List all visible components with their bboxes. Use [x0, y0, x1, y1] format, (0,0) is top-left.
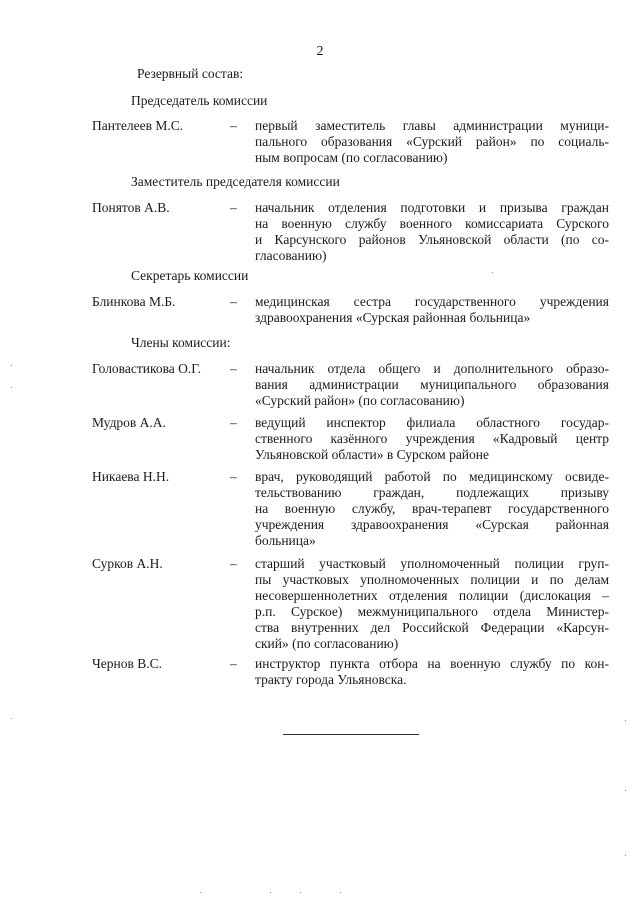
person-name: Сурков А.Н. [92, 556, 163, 571]
scan-speck [11, 365, 12, 366]
section-heading-deputy: Заместитель председателя комиссии [131, 174, 340, 189]
position-line: первый заместитель главы администрации муници- [255, 118, 609, 133]
entry-dash: – [230, 469, 237, 484]
scan-speck [492, 272, 493, 273]
position-line: тельствованию граждан, подлежащих призыву [255, 485, 609, 500]
position-line: Ульяновской области» в Сурском районе [255, 447, 490, 462]
person-position [255, 294, 609, 326]
person-name: Мудров А.А. [92, 415, 166, 430]
end-divider-line [283, 734, 419, 735]
position-line: пы участковых уполномоченных полиции и по делам [255, 572, 609, 587]
scan-speck [200, 892, 201, 893]
position-line: ным вопросам (по согласованию) [255, 150, 448, 165]
reserve-title: Резервный состав: [137, 66, 244, 81]
person-position [255, 415, 609, 463]
scan-speck [300, 892, 301, 893]
position-line: гласованию) [255, 248, 327, 263]
position-line: инструктор пункта отбора на военную службу по кон- [255, 656, 609, 671]
person-position [255, 556, 609, 652]
position-line: ства внутренних дел Российской Федерации «Карсун- [255, 620, 609, 635]
entry-dash: – [230, 415, 237, 430]
person-position [255, 361, 609, 409]
person-position [255, 200, 609, 264]
position-line: старший участковый уполномоченный полиции груп- [255, 556, 609, 571]
position-line: «Сурский район» (по согласованию) [255, 393, 465, 408]
position-line: несовершеннолетних отделения полиции (дислокация – [255, 588, 609, 603]
scan-speck [11, 718, 12, 719]
scan-speck [625, 720, 626, 721]
position-line: на военную службу, врач-терапевт государственного [255, 501, 609, 516]
entry-dash: – [230, 361, 237, 376]
scan-speck [340, 892, 341, 893]
position-line: больница» [255, 533, 316, 548]
person-position [255, 469, 609, 549]
position-line: учреждения здравоохранения «Сурская районная [255, 517, 609, 532]
person-name: Понятов А.В. [92, 200, 170, 215]
person-name: Чернов В.С. [92, 656, 162, 671]
section-heading-members: Члены комиссии: [131, 335, 231, 350]
position-line: ведущий инспектор филиала областного государ- [255, 415, 609, 430]
position-line: ский» (по согласованию) [255, 636, 399, 651]
position-line: на военную службу военного комиссариата Сурского [255, 216, 609, 231]
scan-speck [625, 790, 626, 791]
page-number: 2 [316, 44, 324, 59]
position-line: врач, руководящий работой по медицинскому освиде- [255, 469, 609, 484]
scan-speck [625, 855, 626, 856]
person-position [255, 656, 609, 688]
person-name: Блинкова М.Б. [92, 294, 176, 309]
person-name: Пантелеев М.С. [92, 118, 184, 133]
section-heading-chairman: Председатель комиссии [131, 93, 268, 108]
scan-speck [270, 892, 271, 893]
position-line: ственного казённого учреждения «Кадровый центр [255, 431, 609, 446]
entry-dash: – [230, 656, 237, 671]
person-name: Головастикова О.Г. [92, 361, 201, 376]
entry-dash: – [230, 200, 237, 215]
entry-dash: – [230, 118, 237, 133]
person-position [255, 118, 609, 166]
scan-speck [11, 387, 12, 388]
entry-dash: – [230, 294, 237, 309]
position-line: р.п. Сурское) межмуниципального отдела Министер- [255, 604, 609, 619]
position-line: начальник отделения подготовки и призыва граждан [255, 200, 609, 215]
person-name: Никаева Н.Н. [92, 469, 170, 484]
position-line: начальник отдела общего и дополнительного образо- [255, 361, 609, 376]
position-line: тракту города Ульяновска. [255, 672, 407, 687]
position-line: здравоохранения «Сурская районная больница» [255, 310, 531, 325]
position-line: медицинская сестра государственного учреждения [255, 294, 609, 309]
entry-dash: – [230, 556, 237, 571]
position-line: пального образования «Сурский район» по социаль- [255, 134, 609, 149]
position-line: вания администрации муниципального образования [255, 377, 609, 392]
position-line: и Карсунского районов Ульяновской области (по со- [255, 232, 609, 247]
section-heading-secretary: Секретарь комиссии [131, 268, 249, 283]
